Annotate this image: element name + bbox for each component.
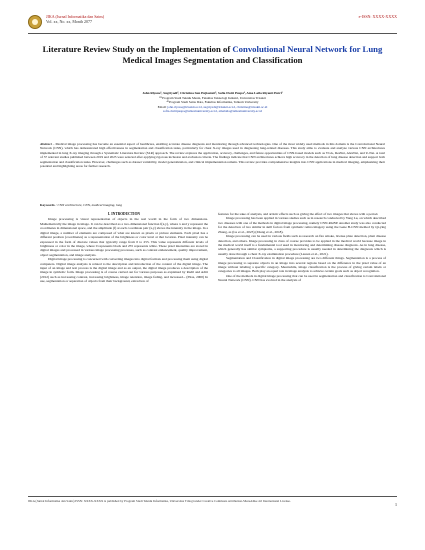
journal-logo-icon [28,15,42,29]
affiliations [40,96,385,113]
journal-volume: Vol. xx, No. xx, Month 2077 [46,19,93,24]
paragraph: Segmentation and Classification in digital image processing are two different things. Segmentation is a process of image processing to separate objects in an image into several regions based on the difference in the pixel value of an image without labeling a specific category. Meanwhile, image classification is the process of giving certain labels or categories to all images. Both play an equal role in image analysis to achieve certain goals such as object recognition. [218,256,386,274]
affiliation-1: ¹²³Program Studi Teknik Mesin, Fakultas Teknologi Industri, Universitas Trisakti [159,96,266,100]
right-column [218,212,386,283]
paragraph: Image processing is visual representation of objects in the real world in the form of two dimensions. Mathematically the image in image. It can be described as a two-dimensional function f(x,y), where x and y represent the coordinates in dimensional space, and the amplitude (f) at each coordinate pair (x,y) shows the intensity in the image. In a digital image, a number of elements are composed of what are known as pixels or picture elements. Each pixel has a different position (coordinates) as a representation of the brightness or color level at that location. Pixel intensity can be expressed in the form of discrete values that typically range from 0 to 255. This value represents different levels of brightness or color in the image, where 0 represents black and 255 represents white. These pixel intensities are stored in digital images and processed in various image processing processes, such as contrast enhancement, quality improvement, object segmentation, and image analysis. [40,217,208,257]
journal-issn: e-ISSN: XXXX-XXXX [358,14,397,19]
journal-info [46,14,104,24]
email-link-1[interactable]: john.rlyone@trisakti.ac.id, sugriyadi@trisakti.ac.id, christina@trisakti.ac.id [167,104,268,109]
abstract [40,142,385,169]
journal-name: JIKA (Jurnal Informatika dan Sains) [46,14,105,19]
email-label: Email: [157,104,168,109]
paper-title [40,44,385,66]
paragraph: Image processing can be used in various fields such as research on fire smoke, license plate detection, plant disease detection, and others. Image processing in class of course provides to be applied in the medical world because image in the medical world itself is a fundamental tool used in monitoring and determining disease diagnosis. As in lung disease, which generally has similar symptoms, a supporting procedure is usually needed in determining the diagnosis which is usually done through a chest X-ray examination procedure (Lauren et al., 2021). [218,234,386,256]
paragraph: Image processing has been applied in various studies such as in research conducted by Yang Lu, on which described two diseases with one of the methods in digital image processing, namely CNN-RGBP. Another study was also conducted for the detection of two similar in skill factors from synthetic retina imagery using the Gene B-CNN method by Qi-ying Zhang, as (Lu et al., 2023) (Zhang et al., 2018). [218,216,386,234]
page-number: 1 [395,502,397,507]
keywords-label: Keywords [40,203,55,207]
author-list: John Rlyone¹, Sugriyadi², Christina Sun Pujiastuti³, Sofia Dwiti Puspa⁴, Ama Laila Riyanti Putri⁵ [142,91,283,95]
section-heading: I. INTRODUCTION [108,212,140,216]
paragraph: One of the methods in digital image processing that can be used in segmentation and classification is Convolutional Neural Network (CNN). CNN has evolved in the analysis of [218,273,386,283]
title-part-1: Literature Review Study on the Implementation of [42,44,233,54]
header-divider [28,33,397,34]
paragraph: Digital image processing is concerned with converting images into digital formats and processing them using digital computers. Digital image analysis is related to the description and introduction of the content of the digital image. The input of an image and text process is the digital image and as an output, the digital image produces a description of the image in symbolic form. Image processing is of course carried out for various purposes as explained by Radil and Aditi (2012) such as increasing contrast, increasing brightness, image retention, image fading, and increased... (Pitas, 2000) In use, segmentation or separation of objects from their background, extraction of [40,257,208,284]
keywords-text: : CNN architecture, CNN, medical imaging, lung [54,203,123,207]
license-note: JIKA (Jurnal Informatika dan Sains) ISSN: XXXX-XXXX is published by Program Studi Teknik Informatika, Universitas Trilogi under Creative Commons Attribution-ShareAlike 4.0 International License. [28,499,291,503]
page-footer [28,496,397,507]
title-part-2: Medical Images Segmentation and Classification [122,55,303,65]
paragraph: features for the sake of analysis, and artistic effects such as giving the effect of two images that shows with a period. [218,212,379,216]
keywords [40,203,385,207]
left-column [40,212,208,284]
journal-header [28,14,397,34]
abstract-text: – Medical image processing has become an essential aspect of healthcare, enabling accurate disease diagnosis and monitoring through advanced technologies. One of the most widely used methods in this domain is the Convolutional Neural Network (CNN), which has demonstrated high effectiveness in segmentation and classification tasks, particularly for chest X-ray images used in diagnosing lung-related diseases. This study aims to evaluate and analyze various CNN architectures implemented in lung X-ray imaging through a Systematic Literature Review (SLR) approach. The review explores the application, accuracy, challenges, and future opportunities of CNN-based models such as VGG, ResNet, AlexNet, and U-Net. A total of 37 relevant studies published between 2019 and 2023 were selected after applying rigorous inclusion and exclusion criteria. The findings indicate that CNN architectures achieve high accuracy in the detection of lung disease detection and support both segmentation and classification tasks. However, challenges such as dataset variability, model generalization, and clinical implementation remain. This review provides comprehensive insights into CNN applications in medical imaging, emphasizing their potential and highlighting areas for further research. [40,142,385,169]
abstract-label: Abstract [40,142,52,146]
email-link-2[interactable]: sofia.dwitipuspa@telkomuniversity.ac.id, amalaila@telkomuniversity.ac.id [162,108,263,113]
footer-divider [28,496,397,497]
affiliation-2: ⁴⁵Program Studi Sains Data, Fakultas Informatika, Telkom University [166,100,259,105]
title-highlight: Convolutional Neural Network for Lung [232,44,383,54]
